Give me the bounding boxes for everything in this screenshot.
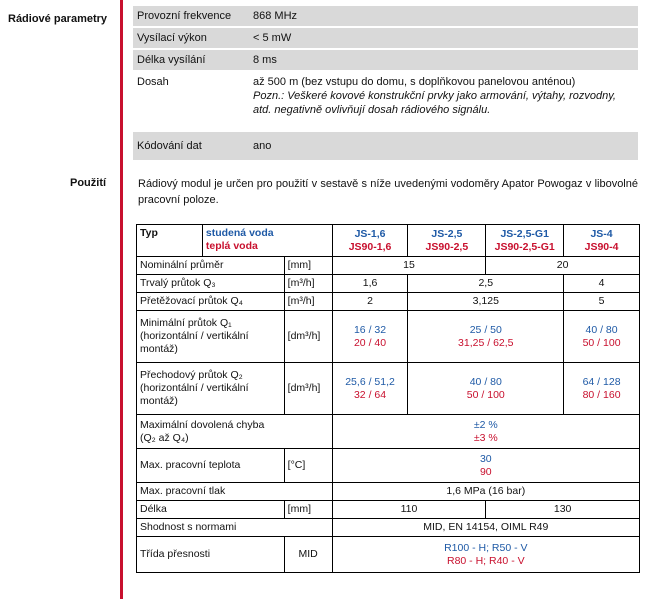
radio-key: Délka vysílání [133, 49, 249, 71]
row-label-line: Maximální dovolená chyba [140, 418, 265, 431]
header-legend [202, 225, 332, 257]
row-value [332, 449, 639, 483]
value-hot: 50 / 100 [582, 336, 621, 349]
red-divider-line [120, 0, 123, 599]
row-max-error [137, 415, 640, 449]
row-value [408, 311, 564, 363]
row-q1 [137, 311, 640, 363]
row-label-line: montáž) [140, 395, 178, 407]
section-label-radio: Rádiové parametry [8, 13, 108, 25]
row-max-temp [137, 449, 640, 483]
row-unit: MID [284, 537, 332, 573]
section-label-use: Použití [70, 177, 107, 189]
row-label: Max. pracovní teplota [137, 449, 285, 483]
spec-table [136, 224, 640, 573]
row-value [332, 311, 408, 363]
row-label [137, 311, 285, 363]
radio-row [133, 6, 638, 27]
row-label [137, 363, 285, 415]
row-q2 [137, 363, 640, 415]
value-hot: 32 / 64 [353, 388, 387, 401]
model-cold: JS-1,6 [354, 227, 386, 240]
row-value: 2,5 [408, 275, 564, 293]
use-description: Rádiový modul je určen pro použití v sestavě s níže uvedenými vodoměry Apator Powogaz v libovolné pracovní poloze. [138, 178, 638, 206]
model-cold: JS-2,5-G1 [500, 227, 549, 240]
row-label-line: Přechodový průtok Q₂ [140, 369, 243, 381]
row-value: 130 [486, 501, 640, 519]
radio-value: 8 ms [249, 49, 638, 71]
value-hot: 90 [479, 465, 492, 478]
row-max-pressure [137, 483, 640, 501]
row-label: Přetěžovací průtok Q₄ [137, 293, 285, 311]
value-cold: 25,6 / 51,2 [345, 375, 395, 388]
value-cold: 25 / 50 [469, 323, 502, 336]
model-hot: JS90-2,5-G1 [494, 240, 555, 253]
radio-value: až 500 m (bez vstupu do domu, s doplňkovou panelovou anténou) [253, 76, 576, 88]
row-value [332, 537, 639, 573]
model-cold: JS-4 [590, 227, 613, 240]
row-label: Třída přesnosti [137, 537, 285, 573]
row-label [137, 415, 333, 449]
row-value [408, 363, 564, 415]
row-unit: [mm] [284, 257, 332, 275]
row-value: 110 [332, 501, 486, 519]
radio-row [133, 49, 638, 71]
header-typ: Typ [137, 225, 203, 257]
value-cold: 40 / 80 [469, 375, 502, 388]
row-q4 [137, 293, 640, 311]
model-cold: JS-2,5 [431, 227, 463, 240]
row-label: Max. pracovní tlak [137, 483, 333, 501]
radio-row [133, 27, 638, 49]
row-norms [137, 519, 640, 537]
row-label-line: Minimální průtok Q₁ [140, 317, 232, 329]
row-value: 2 [332, 293, 408, 311]
row-value [564, 363, 640, 415]
header-model [486, 225, 564, 257]
radio-params-table [133, 6, 638, 160]
row-length [137, 501, 640, 519]
row-value: 3,125 [408, 293, 564, 311]
row-unit: [m³/h] [284, 293, 332, 311]
legend-hot: teplá voda [205, 240, 258, 252]
row-value [332, 415, 639, 449]
model-hot: JS90-2,5 [425, 240, 469, 253]
row-value: 4 [564, 275, 640, 293]
row-label: Trvalý průtok Q₃ [137, 275, 285, 293]
row-label-line: (Q₂ až Q₄) [140, 431, 189, 444]
model-hot: JS90-1,6 [348, 240, 392, 253]
row-q3 [137, 275, 640, 293]
row-label: Shodnost s normami [137, 519, 333, 537]
row-accuracy-class [137, 537, 640, 573]
row-value: 5 [564, 293, 640, 311]
row-value: 20 [486, 257, 640, 275]
row-value: 1,6 [332, 275, 408, 293]
row-label: Délka [137, 501, 285, 519]
row-unit: [°C] [284, 449, 332, 483]
value-hot: R80 - H; R40 - V [447, 554, 525, 567]
legend-cold: studená voda [205, 227, 274, 239]
model-hot: JS90-4 [584, 240, 619, 253]
value-hot: 50 / 100 [466, 388, 505, 401]
radio-value-cell [249, 71, 638, 131]
radio-key: Provozní frekvence [133, 6, 249, 27]
row-value: 15 [332, 257, 486, 275]
header-row [137, 225, 640, 257]
value-cold: ±2 % [473, 418, 498, 431]
row-value: 1,6 MPa (16 bar) [332, 483, 639, 501]
radio-value: 868 MHz [249, 6, 638, 27]
value-cold: 40 / 80 [585, 323, 618, 336]
radio-key: Dosah [133, 71, 249, 131]
header-model [332, 225, 408, 257]
row-label: Nominální průměr [137, 257, 285, 275]
value-cold: 16 / 32 [353, 323, 387, 336]
radio-key: Vysílací výkon [133, 27, 249, 49]
row-value [332, 363, 408, 415]
header-model [408, 225, 486, 257]
row-unit: [dm³/h] [284, 311, 332, 363]
value-hot: 31,25 / 62,5 [458, 336, 514, 349]
value-hot: 20 / 40 [353, 336, 387, 349]
radio-row [133, 71, 638, 131]
radio-key: Kódování dat [133, 131, 249, 160]
row-unit: [dm³/h] [284, 363, 332, 415]
row-value: MID, EN 14154, OIML R49 [332, 519, 639, 537]
radio-value: ano [249, 131, 638, 160]
radio-value: < 5 mW [249, 27, 638, 49]
value-cold: R100 - H; R50 - V [444, 541, 528, 554]
radio-row [133, 131, 638, 160]
row-unit: [mm] [284, 501, 332, 519]
value-cold: 30 [479, 452, 492, 465]
value-cold: 64 / 128 [582, 375, 621, 388]
row-nominal-diameter [137, 257, 640, 275]
value-hot: 80 / 160 [582, 388, 621, 401]
row-value [564, 311, 640, 363]
value-hot: ±3 % [473, 431, 498, 444]
row-label-line: (horizontální / vertikální [140, 330, 249, 342]
row-label-line: montáž) [140, 343, 178, 355]
row-label-line: (horizontální / vertikální [140, 382, 249, 394]
radio-note: Pozn.: Veškeré kovové konstrukční prvky jako armování, výtahy, rozvodny, atd. negativně ovlivňují dosah rádiového signálu. [253, 90, 616, 116]
row-unit: [m³/h] [284, 275, 332, 293]
header-model [564, 225, 640, 257]
